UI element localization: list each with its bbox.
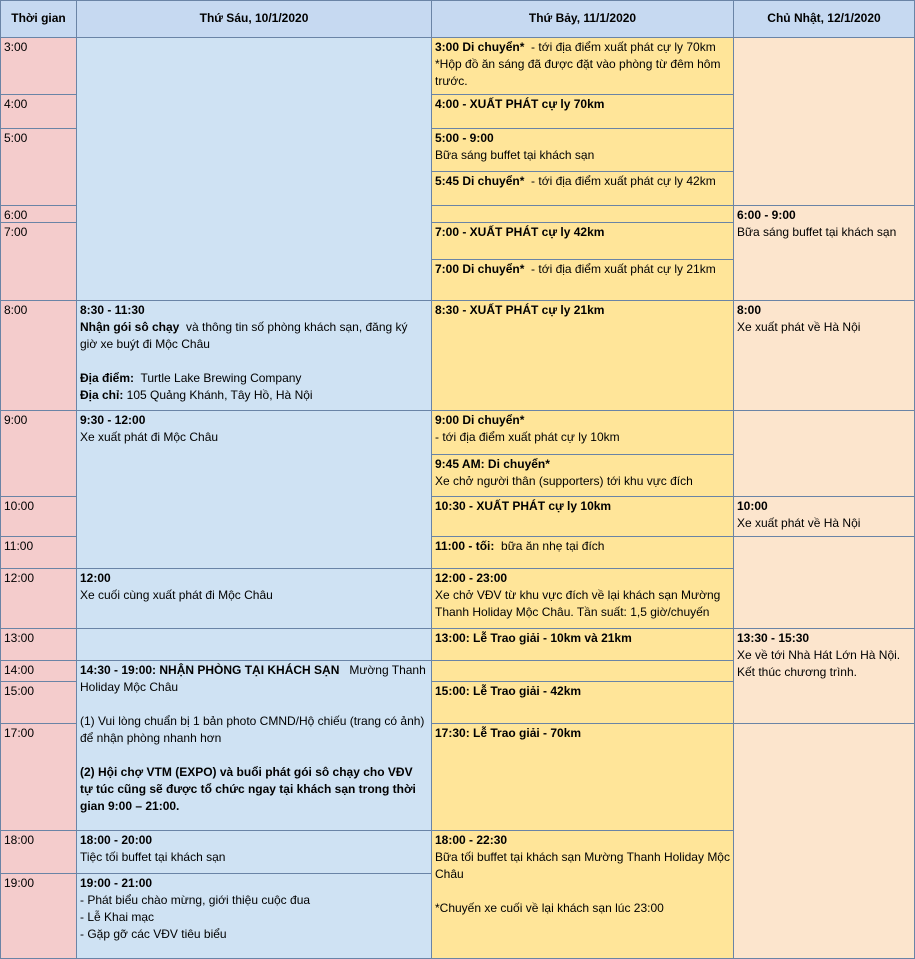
- time-label: 15:00: [0, 681, 77, 724]
- cell-bold-text: 6:00 - 9:00: [737, 208, 796, 222]
- cell-line: [435, 456, 730, 473]
- time-label: 9:00: [0, 410, 77, 497]
- cell-line: [435, 224, 730, 241]
- cell-text: - tới địa điểm xuất phát cự ly 42km: [524, 174, 716, 188]
- cell-line: [435, 302, 730, 319]
- cell-text: Tiệc tối buffet tại khách sạn: [80, 850, 226, 864]
- time-label: 4:00: [0, 94, 77, 129]
- cell-line: [80, 926, 428, 943]
- cell-text: Xe chở người thân (supporters) tới khu vực đích: [435, 474, 693, 488]
- cell-bold-text: 5:45 Di chuyển*: [435, 174, 525, 188]
- cell-line: [435, 570, 730, 587]
- cell-text: - tới địa điểm xuất phát cự ly 21km: [524, 262, 716, 276]
- cell-text: Xe cuối cùng xuất phát đi Mộc Châu: [80, 588, 273, 602]
- cell-line: [435, 832, 730, 849]
- cell-line: [80, 696, 428, 713]
- friday-event: [76, 830, 432, 874]
- saturday-event: [431, 37, 734, 95]
- cell-line: [80, 370, 428, 387]
- cell-text: 105 Quảng Khánh, Tây Hồ, Hà Nội: [123, 388, 313, 402]
- column-header: Thứ Bảy, 11/1/2020: [431, 0, 734, 38]
- saturday-event: [431, 660, 734, 682]
- cell-text: Bữa sáng buffet tại khách sạn: [435, 148, 595, 162]
- cell-text: (1) Vui lòng chuẩn bị 1 bản photo CMND/Hộ chiếu (trang có ảnh) để nhận phòng nhanh hơn: [80, 714, 428, 745]
- friday-event: [76, 410, 432, 569]
- cell-bold-text: 9:30 - 12:00: [80, 413, 146, 427]
- cell-text: - Gặp gỡ các VĐV tiêu biểu: [80, 927, 227, 941]
- cell-line: [80, 319, 428, 353]
- cell-line: [435, 173, 730, 190]
- friday-event: [76, 37, 432, 301]
- saturday-event: [431, 496, 734, 537]
- cell-line: [80, 909, 428, 926]
- saturday-event: [431, 259, 734, 301]
- cell-line: [435, 538, 730, 555]
- cell-line: [435, 473, 730, 490]
- cell-text: *Hộp đồ ăn sáng đã được đặt vào phòng từ đêm hôm trước.: [435, 57, 724, 88]
- cell-bold-text: 18:00 - 22:30: [435, 833, 508, 847]
- saturday-event: [431, 128, 734, 172]
- cell-line: [80, 387, 428, 404]
- cell-bold-text: Nhận gói sô chạy: [80, 320, 180, 334]
- saturday-event: [431, 454, 734, 497]
- cell-text: và thông tin số phòng khách sạn, đăng ký giờ xe buýt đi Mộc Châu: [80, 320, 411, 351]
- saturday-event: [431, 536, 734, 569]
- cell-text: bữa ăn nhẹ tại đích: [494, 539, 605, 553]
- friday-event: [76, 628, 432, 661]
- cell-bold-text: 19:00 - 21:00: [80, 876, 153, 890]
- time-label: 3:00: [0, 37, 77, 95]
- cell-line: [80, 302, 428, 319]
- cell-bold-text: 11:00 - tối:: [435, 539, 495, 553]
- cell-bold-text: 12:00: [80, 571, 111, 585]
- cell-text: Xe chở VĐV từ khu vực đích về lại khách sạn Mường Thanh Holiday Mộc Châu. Tần suất: 1,5 giờ/chuyến: [435, 588, 724, 619]
- cell-bold-text: 4:00 - XUẤT PHÁT cự ly 70km: [435, 97, 605, 111]
- cell-line: [80, 587, 428, 604]
- sunday-event: [733, 300, 915, 411]
- time-label: 19:00: [0, 873, 77, 959]
- time-label: 11:00: [0, 536, 77, 569]
- cell-line: [80, 570, 428, 587]
- sunday-event: [733, 628, 915, 724]
- cell-text: Xe về tới Nhà Hát Lớn Hà Nội. Kết thúc chương trình.: [737, 648, 904, 679]
- cell-line: [737, 207, 911, 224]
- cell-bold-text: 13:30 - 15:30: [737, 631, 810, 645]
- cell-bold-text: 17:30: Lễ Trao giải - 70km: [435, 726, 582, 740]
- cell-bold-text: 9:45 AM: Di chuyển*: [435, 457, 550, 471]
- saturday-event: [431, 222, 734, 260]
- saturday-event: [431, 628, 734, 661]
- cell-bold-text: 3:00 Di chuyển*: [435, 40, 525, 54]
- cell-line: [435, 587, 730, 621]
- sunday-event: [733, 496, 915, 537]
- cell-text: Bữa tối buffet tại khách sạn Mường Thanh Holiday Mộc Châu: [435, 850, 734, 881]
- cell-bold-text: 12:00 - 23:00: [435, 571, 508, 585]
- cell-line: [80, 412, 428, 429]
- cell-line: [737, 302, 911, 319]
- cell-bold-text: 9:00 Di chuyển*: [435, 413, 525, 427]
- time-label: 7:00: [0, 222, 77, 301]
- time-label: 6:00: [0, 205, 77, 223]
- cell-bold-text: 8:30 - XUẤT PHÁT cự ly 21km: [435, 303, 605, 317]
- cell-line: [737, 630, 911, 647]
- cell-line: [435, 725, 730, 742]
- cell-text: Xe xuất phát về Hà Nội: [737, 320, 861, 334]
- cell-line: [435, 683, 730, 700]
- sunday-event: [733, 723, 915, 959]
- cell-line: [435, 900, 730, 917]
- saturday-event: [431, 830, 734, 959]
- saturday-event: [431, 171, 734, 206]
- cell-bold-text: 7:00 - XUẤT PHÁT cự ly 42km: [435, 225, 605, 239]
- cell-line: [435, 56, 730, 90]
- cell-text: - tới địa điểm xuất phát cự ly 10km: [435, 430, 620, 444]
- column-header: Thứ Sáu, 10/1/2020: [76, 0, 432, 38]
- cell-bold-text: (2) Hội chợ VTM (EXPO) và buổi phát gói sô chạy cho VĐV tự túc cũng sẽ được tổ chức ngay tại khách sạn trong thời gian 9:00 – 21:00.: [80, 765, 420, 813]
- cell-text: - Phát biểu chào mừng, giới thiệu cuộc đua: [80, 893, 311, 907]
- cell-line: [80, 662, 428, 696]
- cell-line: [435, 429, 730, 446]
- cell-line: [737, 498, 911, 515]
- cell-line: [435, 96, 730, 113]
- cell-line: [80, 353, 428, 370]
- saturday-event: [431, 723, 734, 831]
- time-label: 5:00: [0, 128, 77, 206]
- cell-line: [435, 147, 730, 164]
- saturday-event: [431, 681, 734, 724]
- time-label: 14:00: [0, 660, 77, 682]
- cell-text: Xe xuất phát về Hà Nội: [737, 516, 861, 530]
- cell-text: - Lễ Khai mạc: [80, 910, 155, 924]
- cell-line: [80, 713, 428, 747]
- cell-line: [737, 647, 911, 681]
- cell-text: Turtle Lake Brewing Company: [134, 371, 302, 385]
- cell-bold-text: 13:00: Lễ Trao giải - 10km và 21km: [435, 631, 632, 645]
- cell-line: [80, 429, 428, 446]
- cell-line: [737, 515, 911, 532]
- cell-text: Bữa sáng buffet tại khách sạn: [737, 225, 897, 239]
- saturday-event: [431, 94, 734, 129]
- cell-bold-text: 18:00 - 20:00: [80, 833, 153, 847]
- cell-bold-text: 8:30 - 11:30: [80, 303, 145, 317]
- time-label: 18:00: [0, 830, 77, 874]
- friday-event: [76, 300, 432, 411]
- cell-line: [435, 883, 730, 900]
- sunday-event: [733, 410, 915, 497]
- friday-event: [76, 568, 432, 629]
- cell-line: [435, 498, 730, 515]
- cell-bold-text: 7:00 Di chuyển*: [435, 262, 525, 276]
- column-header: Chủ Nhật, 12/1/2020: [733, 0, 915, 38]
- cell-bold-text: 15:00: Lễ Trao giải - 42km: [435, 684, 582, 698]
- sunday-event: [733, 205, 915, 301]
- cell-line: [435, 630, 730, 647]
- cell-bold-text: 10:00: [737, 499, 768, 513]
- cell-line: [435, 39, 730, 56]
- sunday-event: [733, 536, 915, 629]
- cell-line: [435, 261, 730, 278]
- saturday-event: [431, 300, 734, 411]
- column-header: Thời gian: [0, 0, 77, 38]
- cell-line: [80, 849, 428, 866]
- time-label: 12:00: [0, 568, 77, 629]
- cell-bold-text: 10:30 - XUẤT PHÁT cự ly 10km: [435, 499, 612, 513]
- cell-bold-text: 14:30 - 19:00: NHẬN PHÒNG TẠI KHÁCH SẠN: [80, 663, 340, 677]
- cell-line: [435, 849, 734, 883]
- time-label: 17:00: [0, 723, 77, 831]
- friday-event: [76, 873, 432, 959]
- cell-text: Mường Thanh Holiday Mộc Châu: [80, 663, 430, 694]
- cell-line: [435, 130, 730, 147]
- cell-text: - tới địa điểm xuất phát cự ly 70km: [524, 40, 716, 54]
- cell-bold-text: 8:00: [737, 303, 762, 317]
- cell-bold-text: Địa điểm:: [80, 371, 135, 385]
- time-label: 10:00: [0, 496, 77, 537]
- cell-text: Xe xuất phát đi Mộc Châu: [80, 430, 219, 444]
- cell-line: [737, 319, 911, 336]
- saturday-event: [431, 205, 734, 223]
- sunday-event: [733, 37, 915, 206]
- cell-bold-text: Địa chỉ:: [80, 388, 124, 402]
- cell-text: *Chuyến xe cuối về lại khách sạn lúc 23:00: [435, 901, 664, 915]
- cell-line: [80, 892, 428, 909]
- time-label: 13:00: [0, 628, 77, 661]
- friday-event: [76, 660, 432, 831]
- cell-line: [80, 764, 428, 815]
- cell-line: [737, 224, 911, 241]
- cell-line: [80, 832, 428, 849]
- cell-line: [80, 875, 428, 892]
- cell-line: [435, 412, 730, 429]
- cell-bold-text: 5:00 - 9:00: [435, 131, 494, 145]
- time-label: 8:00: [0, 300, 77, 411]
- saturday-event: [431, 410, 734, 455]
- saturday-event: [431, 568, 734, 629]
- cell-line: [80, 747, 428, 764]
